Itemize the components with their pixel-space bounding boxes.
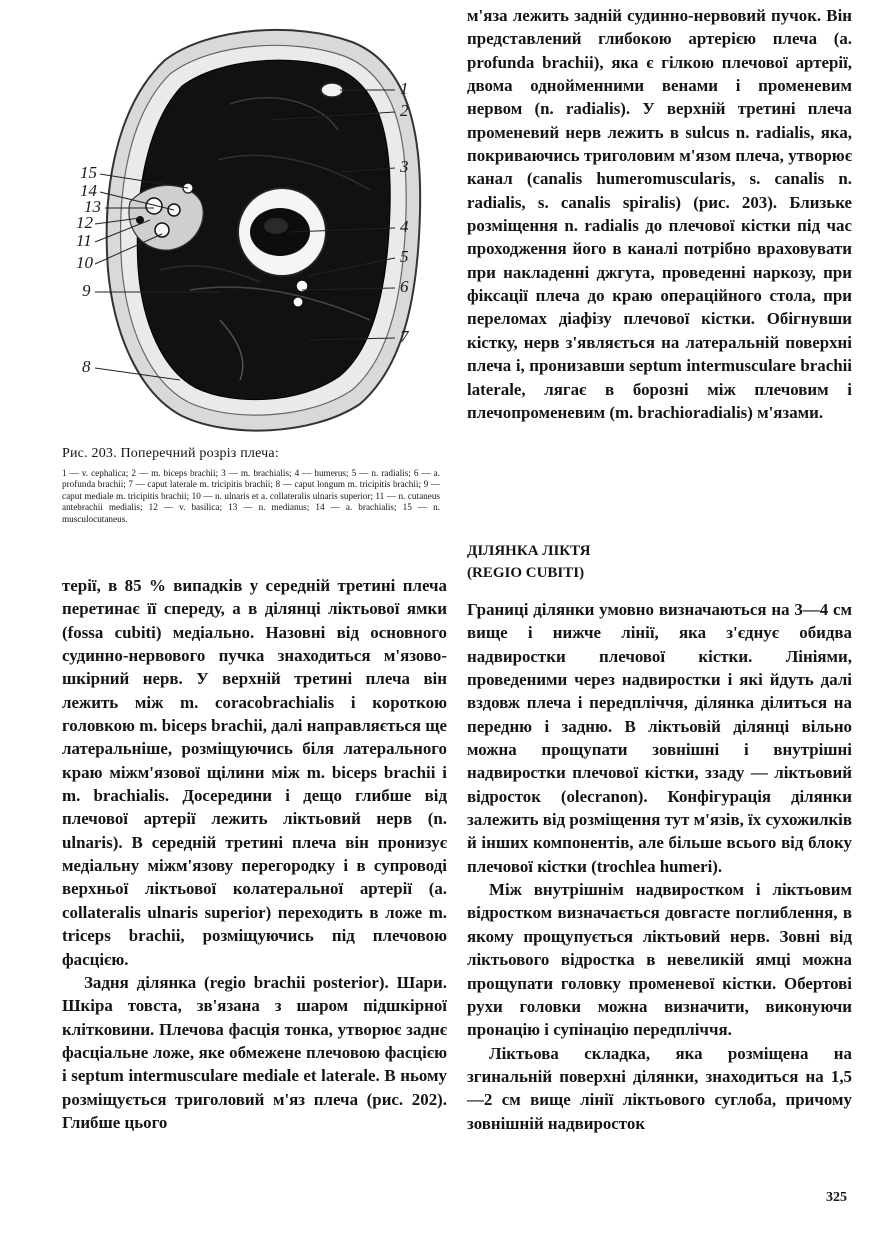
section-heading-latin: (REGIO CUBITI) (467, 565, 585, 581)
fig-label-15: 15 (80, 163, 97, 182)
fig-label-7: 7 (400, 327, 409, 346)
right-paragraph-3: Між внутрішнім надвиростком і ліктьовим відростком визначається довгасте поглиблення, в якому прощупується ліктьовий нерв. Зовні від ліктьового відростка в невеликій ямці можна прощупати головку променевої кістки. Обертові рухи головки можна визначити, виконуючи пронацію і супінацію передпліччя. (467, 880, 852, 1040)
right-paragraph-2: Границі ділянки умовно визначаються на 3—4 см вище і нижче лінії, яка з'єднує обидва надвиростки плечової кістки. Лініями, проведеними через надвиростки і які йдуть далі вздовж плеча і передпліччя, ділянка ділиться на передню і задню. В ліктьовій ділянці вільно можна прощупати зовнішні і внутрішні надвиростки плечової кістки, ззаду — ліктьовий відросток (olecranon). Конфігурація ділянки залежить від розміщення тут м'язів, їх сухожилків й інших компонентів, але більше всього від блоку плечової кістки (trochlea humeri). (467, 600, 852, 876)
fig-label-12: 12 (76, 213, 93, 232)
caption-title: Рис. 203. Поперечний розріз плеча: (62, 446, 279, 461)
fig-label-8: 8 (82, 357, 91, 376)
fig-label-14: 14 (80, 181, 97, 200)
fig-label-11: 11 (76, 231, 92, 250)
right-paragraph-4: Ліктьова складка, яка розміщена на згинальній поверхні ділянки, знаходиться на 1,5—2 см вище лінії ліктьового суглоба, причому зовнішній надвиросток (467, 1043, 852, 1133)
figure-caption (62, 446, 440, 525)
fig-label-2: 2 (400, 101, 409, 120)
arm-cross-section-figure (70, 20, 440, 440)
fig-label-3: 3 (400, 157, 409, 176)
section-heading-title: ДІЛЯНКА ЛІКТЯ (467, 543, 591, 559)
left-column (62, 574, 447, 1134)
left-paragraph-1: терії, в 85 % випадків у середній третині плеча перетинає її спереду, а в ділянці ліктьової ямки (fossa cubiti) медіально. Назовні від основного судинно-нервового пучка знаходиться м'язово-шкірний нерв. У верхній третині плеча він лежить між m. coracobrachialis і короткою головкою m. biceps brachii, далі направляється ще латеральніше, розміщуючись біля латерального краю міжм'язової щілини між m. biceps brachii і m. brachialis. Досередини і дещо глибше від плечової артерії лежить ліктьовий нерв (n. ulnaris). В середній третині плеча він пронизує медіальну міжм'язову перегородку і в супроводі верхньої ліктьової колатеральної артерії (a. collateralis ulnaris superior) переходить в ложе m. triceps brachii, розміщуючись під плечовою фасцією. (62, 576, 447, 969)
fig-label-9: 9 (82, 281, 91, 300)
caption-legend: 1 — v. cephalica; 2 — m. biceps brachii; 3 — m. brachialis; 4 — humerus; 5 — n. radialis; 6 — a. profunda brachii; 7 — caput laterale m. tricipitis brachii; 8 — caput longum m. tricipitis brachii; 9 — caput mediale m. tricipitis brachii; 10 — n. ulnaris et a. collateralis ulnaris superior; 11 — n. cutaneus antebrachii medialis; 12 — v. basilica; 13 — n. medianus; 14 — a. brachialis; 15 — n. musculocutaneus. (62, 468, 440, 524)
right-column-top (467, 4, 852, 424)
left-paragraph-2: Задня ділянка (regio brachii posterior). Шари. Шкіра товста, зв'язана з шаром підшкірної клітковини. Плечова фасція тонка, утворює заднє фасціальне ложе, яке обмежене плечовою фасцією і septum intermusculare mediale et laterale. В ньому розміщується триголовий м'яз плеча (рис. 202). Глибше цього (62, 972, 447, 1132)
page-number: 325 (826, 1190, 847, 1205)
fig-label-1: 1 (400, 79, 409, 98)
fig-label-10: 10 (76, 253, 93, 272)
section-heading (467, 540, 590, 584)
cross-section-illustration (70, 20, 440, 440)
fig-label-4: 4 (400, 217, 409, 236)
right-column-bottom (467, 598, 852, 1135)
right-paragraph-1: м'яза лежить задній судинно-нервовий пучок. Він представлений глибокою артерією плеча (a. profunda brachii), яка є гілкою плечової артерії, двома однойменними венами і променевим нервом (n. radialis). У верхній третині плеча променевий нерв лежить в sulcus n. radialis, яка, покриваючись триголовим м'язом плеча, утворює канал (canalis humeromuscularis, s. canalis n. radialis, s. canalis spiralis) (рис. 203). Близьке розміщення n. radialis до плечової кістки під час проходження його в каналі потрібно враховувати при накладенні джгута, проведенні наркозу, при фіксації плеча до краю операційного стола, при переломах діафізу плечової кістки. Обігнувши кістку, нерв з'являється на латеральній поверхні плеча і, пронизавши septum intermusculare brachii laterale, лягає в борозні між плечовим і плечопроменевим (m. brachioradialis) м'язами. (467, 6, 852, 422)
fig-label-5: 5 (400, 247, 409, 266)
fig-label-13: 13 (84, 197, 101, 216)
fig-label-6: 6 (400, 277, 409, 296)
